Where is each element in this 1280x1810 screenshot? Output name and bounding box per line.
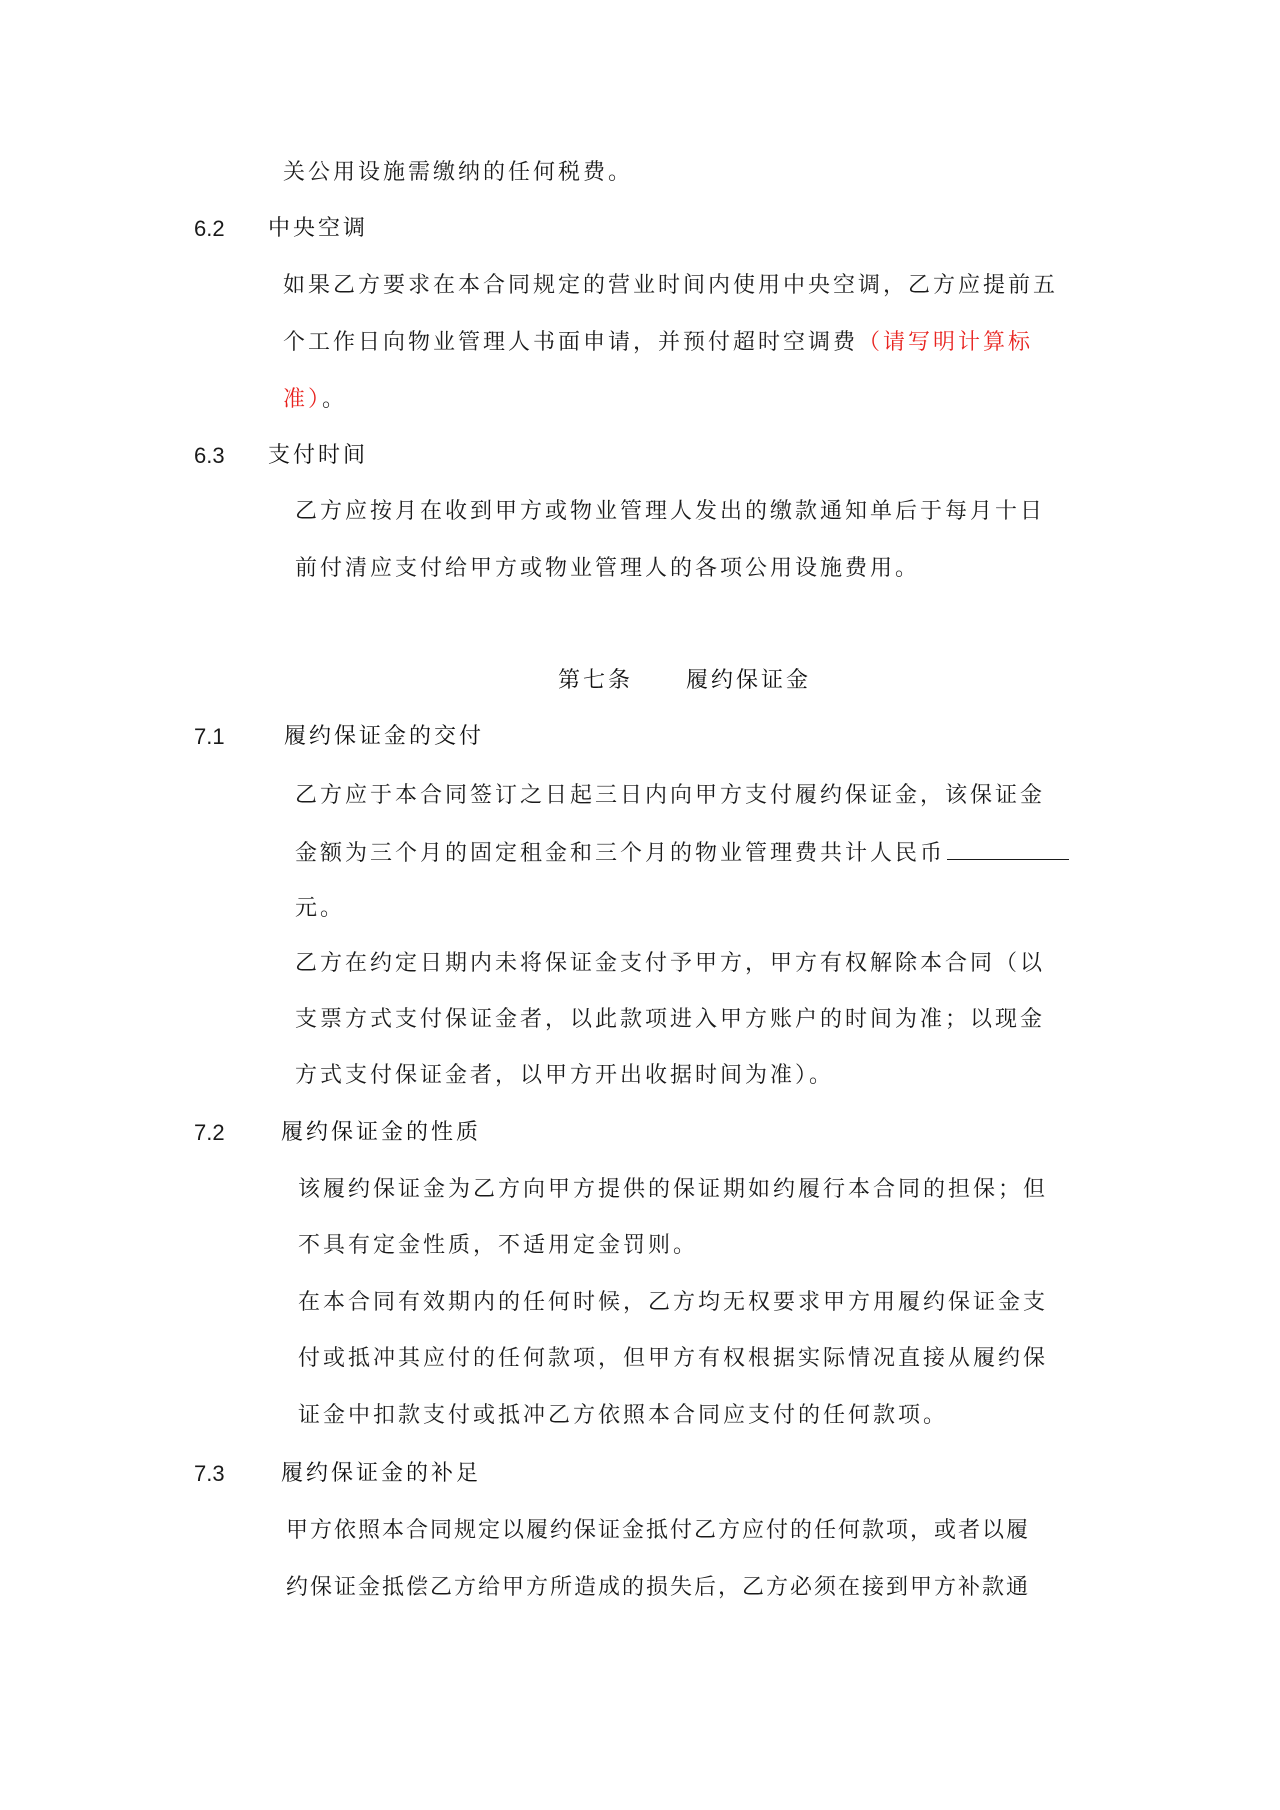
clause-7-2-line: 证金中扣款支付或抵冲乙方依照本合同应支付的任何款项。 bbox=[298, 1403, 949, 1428]
clause-6-3-line: 乙方应按月在收到甲方或物业管理人发出的缴款通知单后于每月十日 bbox=[295, 499, 1046, 524]
calculation-note-end: 准） bbox=[283, 387, 323, 412]
clause-6-2-line bbox=[283, 385, 347, 415]
clause-7-2-number: 7.2 bbox=[194, 1120, 225, 1145]
clause-7-2-line: 付或抵冲其应付的任何款项，但甲方有权根据实际情况直接从履约保 bbox=[298, 1346, 1049, 1371]
clause-6-3-number: 6.3 bbox=[194, 443, 225, 468]
clause-7-2-title: 履约保证金的性质 bbox=[281, 1120, 482, 1145]
clause-6-2-end-punct: 。 bbox=[322, 387, 348, 412]
clause-7-2-line: 不具有定金性质，不适用定金罚则。 bbox=[298, 1233, 699, 1258]
clause-7-3-number: 7.3 bbox=[194, 1461, 225, 1486]
article-7-label: 第七条 bbox=[558, 668, 634, 693]
clause-7-1-title: 履约保证金的交付 bbox=[284, 724, 485, 749]
clause-7-1-line: 元。 bbox=[295, 896, 346, 921]
clause-7-1-number: 7.1 bbox=[194, 724, 225, 749]
clause-7-3-line: 甲方依照本合同规定以履约保证金抵付乙方应付的任何款项，或者以履 bbox=[286, 1518, 1031, 1543]
clause-7-1-line: 方式支付保证金者，以甲方开出收据时间为准）。 bbox=[295, 1063, 835, 1088]
clause-6-2-line: 如果乙方要求在本合同规定的营业时间内使用中央空调，乙方应提前五 bbox=[283, 273, 1059, 298]
clause-6-2-title: 中央空调 bbox=[268, 216, 369, 241]
clause-7-1-line: 支票方式支付保证金者，以此款项进入甲方账户的时间为准；以现金 bbox=[295, 1007, 1046, 1032]
amount-blank-field bbox=[947, 837, 1069, 860]
clause-7-1-line-text: 金额为三个月的固定租金和三个月的物业管理费共计人民币 bbox=[295, 841, 946, 866]
clause-7-2-line: 在本合同有效期内的任何时候，乙方均无权要求甲方用履约保证金支 bbox=[298, 1290, 1049, 1315]
clause-7-1-line: 乙方在约定日期内未将保证金支付予甲方，甲方有权解除本合同（以 bbox=[295, 951, 1046, 976]
clause-7-3-line: 约保证金抵偿乙方给甲方所造成的损失后，乙方必须在接到甲方补款通 bbox=[286, 1575, 1031, 1600]
clause-6-2-number: 6.2 bbox=[194, 216, 225, 241]
clause-7-1-line bbox=[295, 837, 1069, 867]
calculation-note-start: （请写明计算标 bbox=[858, 330, 1034, 355]
article-7-title: 履约保证金 bbox=[686, 668, 812, 693]
clause-7-2-line: 该履约保证金为乙方向甲方提供的保证期如约履行本合同的担保；但 bbox=[298, 1177, 1049, 1202]
clause-7-3-title: 履约保证金的补足 bbox=[281, 1461, 482, 1486]
clause-6-2-line-text: 个工作日向物业管理人书面申请，并预付超时空调费 bbox=[283, 330, 859, 355]
clause-6-3-line: 前付清应支付给甲方或物业管理人的各项公用设施费用。 bbox=[295, 556, 921, 581]
continuation-line: 关公用设施需缴纳的任何税费。 bbox=[283, 160, 634, 185]
clause-6-2-line bbox=[283, 328, 1033, 358]
clause-7-1-line: 乙方应于本合同签订之日起三日内向甲方支付履约保证金，该保证金 bbox=[295, 783, 1046, 808]
clause-6-3-title: 支付时间 bbox=[268, 443, 369, 468]
